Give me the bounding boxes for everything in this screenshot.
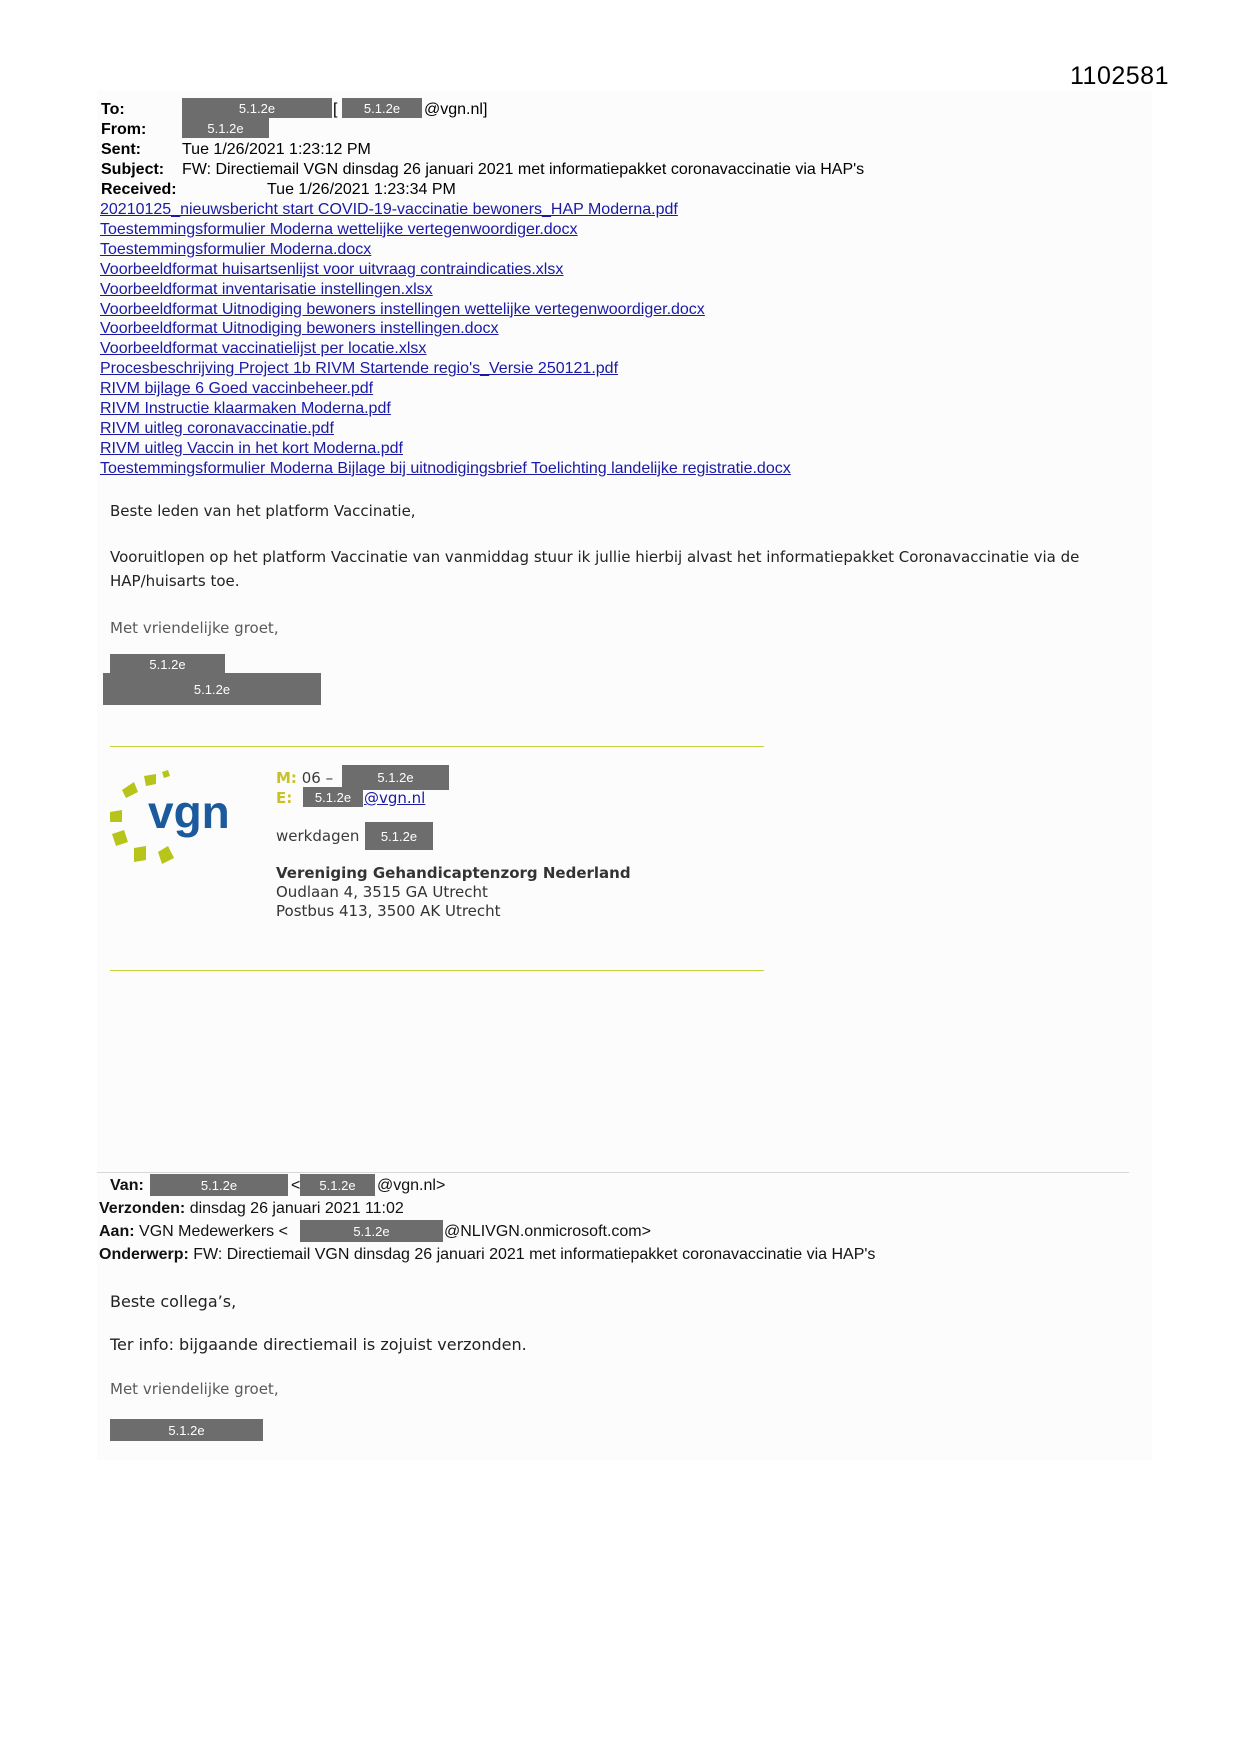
mobile-prefix: 06 – bbox=[301, 769, 334, 787]
received-label: Received: bbox=[101, 181, 177, 198]
attachment-link[interactable]: Toestemmingsformulier Moderna wettelijke vertegenwoordiger.docx bbox=[100, 220, 578, 238]
redaction-box: 5.1.2e bbox=[303, 787, 363, 807]
address-line-1: Oudlaan 4, 3515 GA Utrecht bbox=[276, 883, 488, 901]
redaction-box: 5.1.2e bbox=[342, 98, 422, 118]
redaction-box: 5.1.2e bbox=[110, 1419, 263, 1441]
signature-mobile-row bbox=[276, 769, 333, 787]
verzonden-label: Verzonden: bbox=[99, 1200, 186, 1217]
attachment-link[interactable]: Voorbeeldformat huisartsenlijst voor uitvraag contraindicaties.xlsx bbox=[100, 260, 564, 278]
attachment-link[interactable]: Voorbeeldformat vaccinatielijst per locatie.xlsx bbox=[100, 340, 427, 358]
document-number: 1102581 bbox=[1070, 62, 1169, 90]
subject-label: Subject: bbox=[101, 161, 165, 178]
attachment-list bbox=[100, 200, 791, 479]
attachment-link[interactable]: Voorbeeldformat inventarisatie instellingen.xlsx bbox=[100, 280, 433, 298]
redaction-box: 5.1.2e bbox=[300, 1174, 375, 1196]
to-bracket: [ bbox=[333, 101, 338, 118]
van-address-suffix: @vgn.nl> bbox=[377, 1177, 446, 1194]
attachment-link[interactable]: 20210125_nieuwsbericht start COVID-19-vaccinatie bewoners_HAP Moderna.pdf bbox=[100, 201, 678, 218]
subject-row bbox=[101, 160, 164, 180]
subject-value: FW: Directiemail VGN dinsdag 26 januari 2021 met informatiepakket coronavaccinatie via HAP's bbox=[182, 161, 865, 178]
mobile-label: M: bbox=[276, 769, 297, 787]
from-label: From: bbox=[101, 121, 147, 138]
van-lt: < bbox=[291, 1177, 301, 1194]
attachment-link[interactable]: Voorbeeldformat Uitnodiging bewoners instellingen wettelijke vertegenwoordiger.docx bbox=[100, 300, 705, 318]
attachment-link[interactable]: RIVM uitleg Vaccin in het kort Moderna.pdf bbox=[100, 439, 403, 457]
sent-label: Sent: bbox=[101, 141, 141, 158]
aan-value: VGN Medewerkers < bbox=[139, 1223, 288, 1240]
to-label: To: bbox=[101, 101, 125, 118]
message-greeting: Beste leden van het platform Vaccinatie, bbox=[110, 502, 416, 520]
organization-name: Vereniging Gehandicaptenzorg Nederland bbox=[276, 864, 631, 882]
received-row bbox=[101, 180, 177, 200]
attachment-link[interactable]: Voorbeeldformat Uitnodiging bewoners instellingen.docx bbox=[100, 320, 499, 338]
redaction-box: 5.1.2e bbox=[150, 1174, 288, 1196]
forward-greeting: Beste collega’s, bbox=[110, 1292, 237, 1311]
sent-value: Tue 1/26/2021 1:23:12 PM bbox=[182, 141, 371, 158]
signature-email-domain bbox=[364, 789, 425, 807]
signature-email-link[interactable]: @vgn.nl bbox=[364, 789, 426, 807]
workdays-label: werkdagen bbox=[276, 827, 360, 845]
redaction-box: 5.1.2e bbox=[342, 765, 449, 790]
onderwerp-row bbox=[99, 1243, 875, 1267]
attachment-link[interactable]: RIVM uitleg coronavaccinatie.pdf bbox=[100, 419, 334, 437]
message-closing: Met vriendelijke groet, bbox=[110, 619, 279, 637]
signature-divider-bottom bbox=[110, 970, 764, 971]
address-line-2: Postbus 413, 3500 AK Utrecht bbox=[276, 902, 501, 920]
to-address-suffix: @vgn.nl] bbox=[424, 101, 488, 118]
signature-email-row bbox=[276, 789, 292, 807]
email-label: E: bbox=[276, 789, 293, 807]
aan-address-suffix: @NLIVGN.onmicrosoft.com> bbox=[444, 1223, 651, 1240]
redaction-box: 5.1.2e bbox=[365, 822, 433, 850]
redaction-box: 5.1.2e bbox=[300, 1220, 443, 1242]
redaction-box: 5.1.2e bbox=[110, 654, 225, 674]
forward-body: Ter info: bijgaande directiemail is zojuist verzonden. bbox=[110, 1335, 527, 1354]
verzonden-value: dinsdag 26 januari 2021 11:02 bbox=[189, 1200, 404, 1217]
vgn-logo bbox=[104, 768, 254, 868]
van-label: Van: bbox=[110, 1177, 144, 1194]
onderwerp-label: Onderwerp: bbox=[99, 1246, 189, 1263]
forward-closing: Met vriendelijke groet, bbox=[110, 1380, 279, 1398]
message-body: Vooruitlopen op het platform Vaccinatie van vanmiddag stuur ik jullie hierbij alvast het informatiepakket Coronavaccinatie via de HAP/huisarts toe. bbox=[110, 548, 1080, 590]
aan-label: Aan: bbox=[99, 1223, 135, 1240]
aan-row bbox=[99, 1220, 288, 1244]
redaction-box: 5.1.2e bbox=[182, 118, 269, 138]
redaction-box: 5.1.2e bbox=[182, 98, 332, 118]
signature-divider-top bbox=[110, 746, 764, 747]
attachment-link[interactable]: RIVM bijlage 6 Goed vaccinbeheer.pdf bbox=[100, 380, 374, 398]
forward-separator bbox=[97, 1172, 1129, 1173]
sent-row bbox=[101, 140, 141, 160]
redaction-box: 5.1.2e bbox=[103, 673, 321, 705]
attachment-link[interactable]: RIVM Instructie klaarmaken Moderna.pdf bbox=[100, 400, 391, 418]
attachment-link[interactable]: Toestemmingsformulier Moderna.docx bbox=[100, 240, 372, 258]
attachment-link[interactable]: Toestemmingsformulier Moderna Bijlage bij uitnodigingsbrief Toelichting landelijke registratie.docx bbox=[100, 459, 791, 477]
received-value: Tue 1/26/2021 1:23:34 PM bbox=[267, 181, 456, 198]
onderwerp-value: FW: Directiemail VGN dinsdag 26 januari 2021 met informatiepakket coronavaccinatie via HAP's bbox=[193, 1246, 876, 1263]
verzonden-row bbox=[99, 1197, 404, 1221]
attachment-link[interactable]: Procesbeschrijving Project 1b RIVM Startende regio's_Versie 250121.pdf bbox=[100, 360, 619, 378]
vgn-logo-wordmark: vgn bbox=[148, 786, 230, 838]
